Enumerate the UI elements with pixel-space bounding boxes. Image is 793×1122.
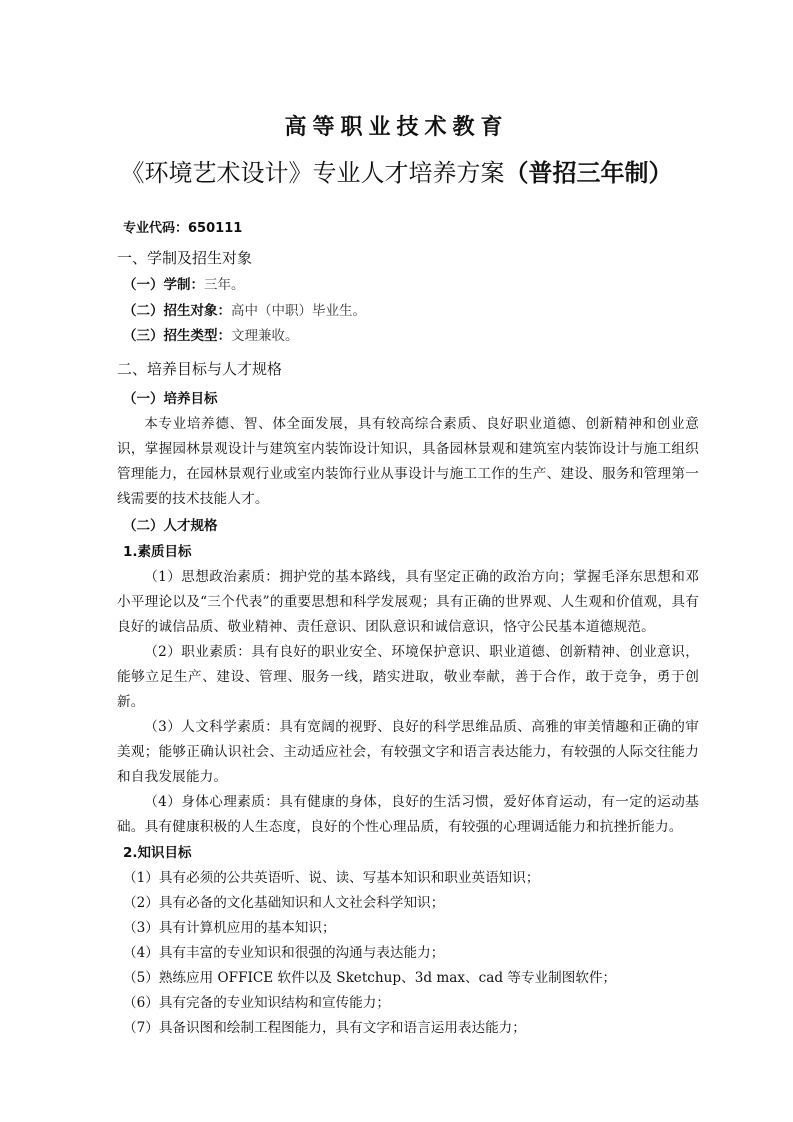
item-label: （三）招生类型：: [123, 328, 231, 344]
item-value: 文理兼收。: [231, 328, 299, 344]
subsection-heading-training-goal: （一）培养目标: [123, 390, 218, 407]
paragraph-quality-3: （3）人文科学素质：具有宽阔的视野、良好的科学思维品质、高雅的审美情趣和正确的审美观；能够正确认识社会、主动适应社会，有较强文字和语言表达能力，有较强的人际交往能力和自我发展能力。: [117, 718, 699, 785]
item-study-length: [123, 273, 699, 299]
item-enrollment-type: [123, 324, 699, 350]
paragraph-quality-2: （2）职业素质：具有良好的职业安全、环境保护意识、职业道德、创新精神、创业意识，能够立足生产、建设、管理、服务一线，踏实进取，敬业奉献，善于合作，敢于竞争，勇于创新。: [117, 643, 699, 710]
section-heading-2: 二、培养目标与人才规格: [117, 359, 283, 378]
subsection-heading-talent-spec: （二）人才规格: [123, 517, 218, 534]
knowledge-item: （7）具备识图和绘制工程图能力，具有文字和语言运用表达能力；: [123, 1019, 526, 1036]
item-label: （二）招生对象：: [123, 302, 231, 319]
document-title: 高等职业技术教育: [284, 115, 509, 140]
knowledge-item: （5）熟练应用 OFFICE 软件以及 Sketchup、3d max、cad 等专业制图软件；: [123, 969, 617, 986]
heading-quality-goals: 1.素质目标: [123, 543, 192, 560]
paragraph-quality-1: （1）思想政治素质：拥护党的基本路线，具有坚定正确的政治方向；掌握毛泽东思想和邓小平理论以及“三个代表”的重要思想和科学发展观；具有正确的世界观、人生观和价值观，具有良好的诚信品质、敬业精神、责任意识、团队意识和诚信意识，恪守公民基本道德规范。: [117, 568, 699, 635]
knowledge-item: （3）具有计算机应用的基本知识；: [123, 919, 336, 936]
paragraph-quality-4: （4）身体心理素质：具有健康的身体，良好的生活习惯，爱好体育运动，有一定的运动基础。具有健康积极的人生态度，良好的个性心理品质，有较强的心理调适能力和抗挫折能力。: [117, 793, 699, 835]
major-code: [123, 216, 699, 241]
knowledge-item: （4）具有丰富的专业知识和很强的沟通与表达能力；: [123, 944, 445, 961]
document-body: [117, 216, 699, 1041]
major-code-label: 专业代码：: [123, 221, 189, 236]
paragraph-training-goal: 本专业培养德、智、体全面发展，具有较高综合素质、良好职业道德、创新精神和创业意识，掌握园林景观设计与建筑室内装饰设计知识，具备园林景观和建筑室内装饰设计与施工组织管理能力，在园林景观行业或室内装饰行业从事设计与施工工作的生产、建设、服务和管理第一线需要的技术技能人才。: [117, 415, 699, 507]
document-subtitle: [0, 156, 793, 190]
knowledge-item: （6）具有完备的专业知识结构和宣传能力；: [123, 994, 390, 1011]
knowledge-item: （1）具有必须的公共英语听、说、读、写基本知识和职业英语知识；: [123, 869, 540, 886]
item-enrollment-target: [123, 299, 699, 325]
item-value: 三年。: [204, 277, 245, 293]
major-code-value: 650111: [188, 221, 243, 236]
subtitle-program-type: （普招三年制）: [504, 159, 673, 187]
heading-knowledge-goals: 2.知识目标: [123, 844, 192, 861]
item-value: 高中（中职）毕业生。: [231, 302, 366, 319]
subtitle-main-text: 《环境艺术设计》专业人才培养方案: [120, 159, 505, 187]
item-label: （一）学制：: [123, 277, 204, 293]
knowledge-item: （2）具有必备的文化基础知识和人文社会科学知识；: [123, 894, 445, 911]
section-heading-1: 一、学制及招生对象: [117, 249, 253, 267]
